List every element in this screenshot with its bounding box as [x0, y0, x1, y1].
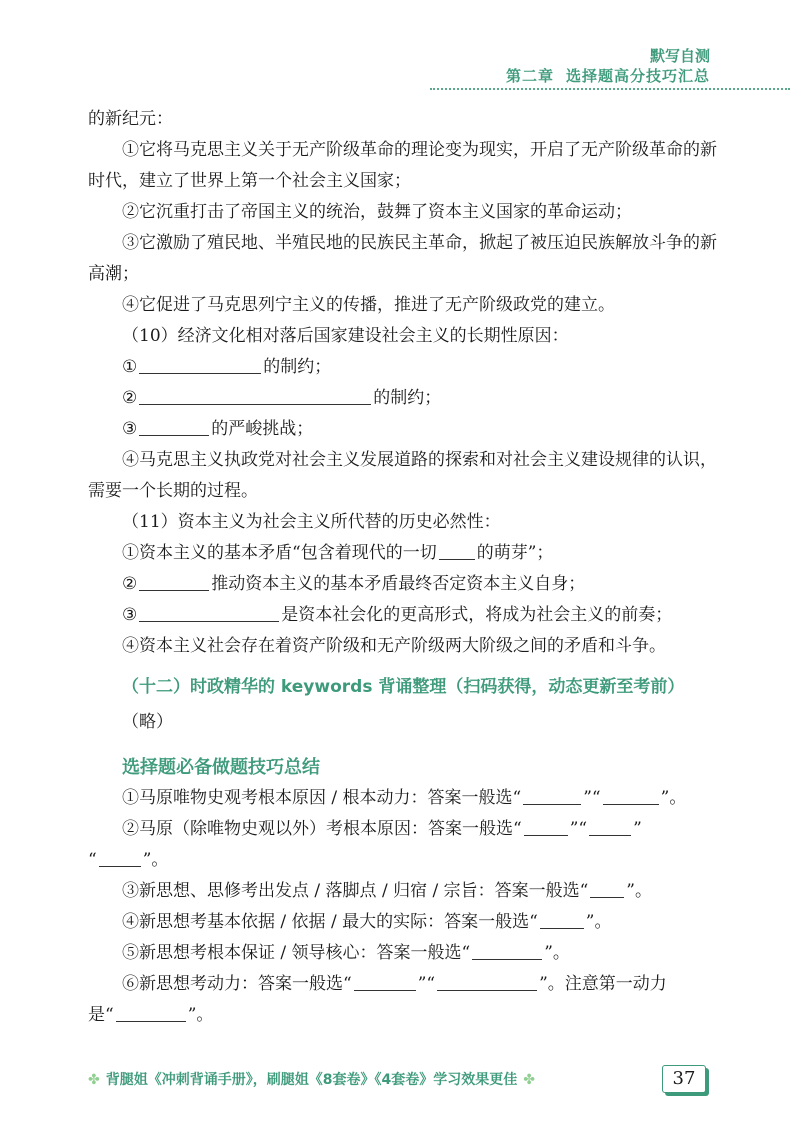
skill-line: ⑤新思想考根本保证 / 领导核心：答案一般选“ ”。 — [122, 943, 570, 963]
blank — [139, 572, 209, 591]
blank — [590, 879, 624, 898]
blank — [116, 1003, 186, 1022]
blank — [354, 972, 416, 991]
skill-line: ①马原唯物史观考根本原因 / 根本动力：答案一般选“ ”“ ”。 — [122, 788, 687, 808]
header-divider — [430, 88, 790, 90]
fill-line: ③ 的严峻挑战； — [122, 419, 314, 439]
skill-line: ②马原（除唯物史观以外）考根本原因：答案一般选“ ”“ ” — [122, 819, 642, 839]
text-line: ④马克思主义执政党对社会主义发展道路的探索和对社会主义建设规律的认识，需要一个长期的过程。 — [88, 450, 717, 501]
text-line: ②它沉重打击了帝国主义的统治，鼓舞了资本主义国家的革命运动； — [122, 202, 632, 222]
text-line: ④它促进了马克思列宁主义的传播，推进了无产阶级政党的建立。 — [122, 295, 615, 315]
blank — [523, 786, 581, 805]
blank — [139, 603, 279, 622]
text-line: ④资本主义社会存在着资产阶级和无产阶级两大阶级之间的矛盾和斗争。 — [122, 636, 666, 656]
page-number: 37 — [662, 1065, 706, 1093]
skill-line: “ ”。 — [88, 850, 169, 870]
blank — [99, 848, 141, 867]
header-title: 默写自测 — [649, 47, 710, 65]
blank — [472, 941, 542, 960]
section-body-omitted: （略） — [122, 712, 173, 732]
footer-text: 背腿姐《冲刺背诵手册》，刷腿姐《8套卷》《4套卷》学习效果更佳 — [105, 1072, 518, 1088]
text-line: ①它将马克思主义关于无产阶级革命的理论变为现实，开启了无产阶级革命的新时代，建立了世界上第一个社会主义国家； — [88, 140, 717, 191]
blank — [139, 417, 209, 436]
fill-line: ② 推动资本主义的基本矛盾最终否定资本主义自身； — [122, 574, 586, 594]
header-chapter — [506, 66, 710, 86]
page-body — [88, 104, 718, 1031]
blank — [437, 972, 537, 991]
blank — [439, 541, 475, 560]
fill-line: ② 的制约； — [122, 388, 442, 408]
question-heading: （10）经济文化相对落后国家建设社会主义的长期性原因： — [122, 326, 569, 346]
skill-line: ⑥新思想考动力：答案一般选“ ”“ ”。注意第一动力 — [122, 974, 667, 994]
blank — [139, 355, 261, 374]
question-heading: （11）资本主义为社会主义所代替的历史必然性： — [122, 512, 501, 532]
skill-line: ③新思想、思修考出发点 / 落脚点 / 归宿 / 宗旨：答案一般选“ ”。 — [122, 881, 652, 901]
skills-heading: 选择题必备做题技巧总结 — [122, 757, 320, 778]
fill-line: ③ 是资本社会化的更高形式，将成为社会主义的前奏； — [122, 605, 673, 625]
clover-icon: ✤ — [523, 1072, 535, 1088]
clover-icon: ✤ — [88, 1072, 100, 1088]
blank — [603, 786, 659, 805]
skill-line: 是“ ”。 — [88, 1005, 214, 1025]
text-line: ③它激励了殖民地、半殖民地的民族民主革命，掀起了被压迫民族解放斗争的新高潮； — [88, 233, 717, 284]
section-heading-12: （十二）时政精华的 keywords 背诵整理（扫码获得，动态更新至考前） — [122, 677, 685, 697]
text-line: 的新纪元： — [88, 109, 173, 129]
section-label: 选择题高分技巧汇总 — [565, 67, 710, 85]
fill-line: ①资本主义的基本矛盾“包含着现代的一切 的萌芽”； — [122, 543, 554, 563]
fill-line: ① 的制约； — [122, 357, 332, 377]
blank — [540, 910, 584, 929]
blank — [139, 386, 371, 405]
blank — [524, 817, 568, 836]
footer-promo — [82, 1070, 642, 1090]
chapter-label: 第二章 — [505, 67, 554, 85]
running-header — [506, 46, 710, 86]
skill-line: ④新思想考基本依据 / 依据 / 最大的实际：答案一般选“ ”。 — [122, 912, 612, 932]
blank — [589, 817, 631, 836]
